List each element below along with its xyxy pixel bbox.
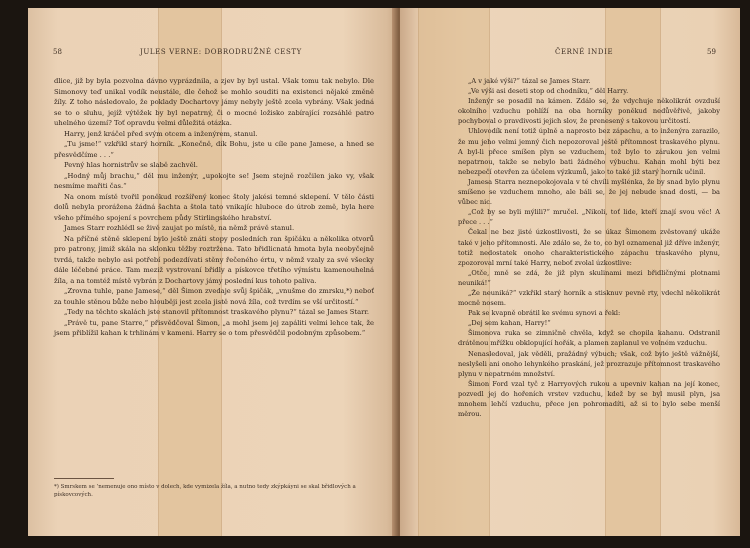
paragraph: „Hodný můj brachu,“ děl mu inženýr, „upokojte se! Jsem stejně rozčilen jako vy, však nesmíme mařiti čas.“ bbox=[54, 171, 374, 190]
paragraph: Čekal ne bez jisté úzkostlivosti, že se úkaz Šimonem zvěstovaný ukáže také v jeho přítomnosti. Ale zdálo se, že to, co byl oznamenal již dříve inženýr, totiž nedostatek onoho charakteristického zápachu traskavého plynu, zpozoroval mrní také Harry, neboť zvolal úzkostlive: bbox=[458, 228, 720, 267]
page-text bbox=[458, 76, 720, 419]
paragraph: Pevný hlas hornistrův se slabě zachvěl. bbox=[64, 161, 198, 169]
paragraph: Na příčné stěně sklepení bylo ještě znáti stopy posledních ran špičáku a několika otvorů pro patrony, jimiž skála na sklonku těžby roztržena. Tato břidlicnatá hmota byla neobyčejně tvrdá, takže nebylo asi potřebí podezdívati stěny řečeného értu, v němž vzaly za své všecky dále léčebné práce. Tam meziž vystrovaní břidly a pískovce třetího výmístu kamenouhelná žíla, a na tomtéž místě vybrán z Dochartovy jámy poslední kus tohoto paliva. bbox=[54, 234, 374, 285]
paragraph: „Tu jsme!“ vzkřikl starý horník. „Konečně, dík Bohu, jste u cíle pane Jamese, a hned se přesvědčíme . . .“ bbox=[54, 140, 374, 159]
page-number: 59 bbox=[707, 48, 716, 56]
paragraph: Šimon Ford vzal tyč z Harryových rukou a upevniv kahan na její konec, pozvedl jej do hořeních vrstev vzduchu, kdež by se byl musil plyn, jsa mnohem lehčí vzduchu, přece jen pohromadíti, až si to bylo sebe menší měrou. bbox=[458, 379, 720, 419]
paragraph: „A v jaké výši?“ tázal se James Starr. bbox=[468, 77, 591, 85]
paragraph: dlice, již by byla pozvolna dávno vyprázdnila, a zjev by byl ustal. Však tomu tak nebylo. Dle Simonovy teď unikal vodík neustále, dle čehož se mohlo souditi na existenci nějaké změně žíly. Z toho následovalo, že poklady Dochartovy jámy nebyly ještě zcela vybrány. Však jedná se to o sluhu, jejíž výtěžek by byl nepatrný, či o mocné ložisko zabírající rozsáhlé patro uhelného území? Toť opravdu velmi důležitá otázka. bbox=[54, 77, 374, 127]
paragraph: „Dej sem kahan, Harry!“ bbox=[468, 319, 551, 328]
paragraph: Inženýr se posadil na kámen. Zdálo se, že vdychuje několikrát ovzduší okolního vzduchu pohlíží na oba horníky poněkud nedůvěřivě, jakoby pochyboval o pravdivosti jejich slov, že prenesený s takovou určitostí. bbox=[458, 97, 720, 126]
paragraph: „Tedy na těchto skalách jste stanovil přítomnost traskavého plynu?“ tázal se James Starr. bbox=[64, 308, 370, 316]
paragraph: Nenasledoval, jak věděli, pražádný výbuch; však, což bylo ještě vážnější, neslyšeli ani onoho lehynkého praskání, jež prozrazuje přítomnost traskavého plynu v nepatrném množství. bbox=[458, 349, 720, 378]
footnote-rule bbox=[54, 478, 114, 479]
paragraph: „Že neuniká?“ vzkřikl starý horník a stisknuv pevně rty, vdechl několikrát mocně nosem. bbox=[458, 288, 720, 308]
running-head: JULES VERNE: DOBRODRUŽNÉ CESTY bbox=[140, 48, 302, 56]
paragraph: „Což by se byli mýlili?“ mručel. „Nikoli, toť lide, kteří znají svou věc! A přece . . .“ bbox=[458, 208, 720, 227]
paragraph: Uhlovodík není totiž úplně a naprosto bez zápachu, a to inženýra zarazilo, že mu jeho velmi jemný čich nepozoroval ještě přítomnost traskavého plynu. A byl-li přece smíšen plyn se vzduchem, tož bylo to zárukou jen velmi nepatrnou, takže se nebylo bati žádného výbuchu. Kahan mohl býti bez nebezpečí otevřen za účelem výzkumů, jako to také již starý horník učinil. bbox=[458, 127, 720, 176]
right-page bbox=[400, 8, 740, 536]
paragraph: „Otče, mně se zdá, že již plyn skulinami mezi břidličnými plotnami neuniká!“ bbox=[458, 268, 720, 287]
running-head: ČERNÉ INDIE bbox=[555, 48, 614, 56]
left-page bbox=[28, 8, 398, 536]
paragraph: Šimonova ruka se zimničně chvěla, když se chopila kahanu. Odstranil drátěnou mřížku obklopující hořák, a plamen zaplanul ve volném vzduchu. bbox=[458, 329, 720, 348]
paragraph: „Ve výši asi deseti stop od chodníku,“ děl Harry. bbox=[468, 87, 629, 96]
paragraph: Harry, jenž kráčel před svým otcem a inženýrem, stanul. bbox=[64, 129, 258, 138]
paragraph: James Starr rozhlédl se živě zaujat po místě, na němž právě stanul. bbox=[64, 224, 295, 232]
page-text bbox=[54, 76, 374, 339]
paragraph: „Zrovna tuhle, pane Jamese,“ děl Šimon zvedaje svůj špičák, „vnušme do zmrsku,*) neboť za touhle stěnou bůže nebo hlouběji jest zcela jistě nová žíla, což tvrdím se vší určitostí.“ bbox=[54, 287, 374, 306]
page-number: 58 bbox=[53, 48, 62, 56]
paragraph: „Právě tu, pane Starre,“ přisvědčoval Šimon, „a mohl jsem jej zapáliti velmi lehce tak, že jsem přiblížil kahan k trhlinám v kameni. Harry se o tom přesvědčil podobným způsobem.“ bbox=[54, 318, 374, 337]
footnote: *) Smrskem se ʼnemenuje ono místo v dolech, kde vymizela žíla, a nutno tedy zkýpkáyni se skal břidlových a pískovcových. bbox=[54, 484, 356, 498]
paragraph: Na onom místě tvořil poněkud rozšířený konec štoly jakési temné sklepení. V tělo části dolů nebyla prorážena žádná šachta a štola tato vnikajíc hluboce do útrob země, byla here všeho přímého spojení s povrchem půdy Stirlingského hrabství. bbox=[54, 192, 374, 222]
paragraph: Pak se kvapně obrátil ke svému synovi a řekl: bbox=[468, 309, 621, 318]
paragraph: Jamesa Starra neznepokojovala v té chvíli myšlénka, že by snad bylo plynu smíšeno se vzduchem mnoho, ale báli se, že jej nebude snad dosti, — ba vůbec nic. bbox=[458, 177, 720, 207]
